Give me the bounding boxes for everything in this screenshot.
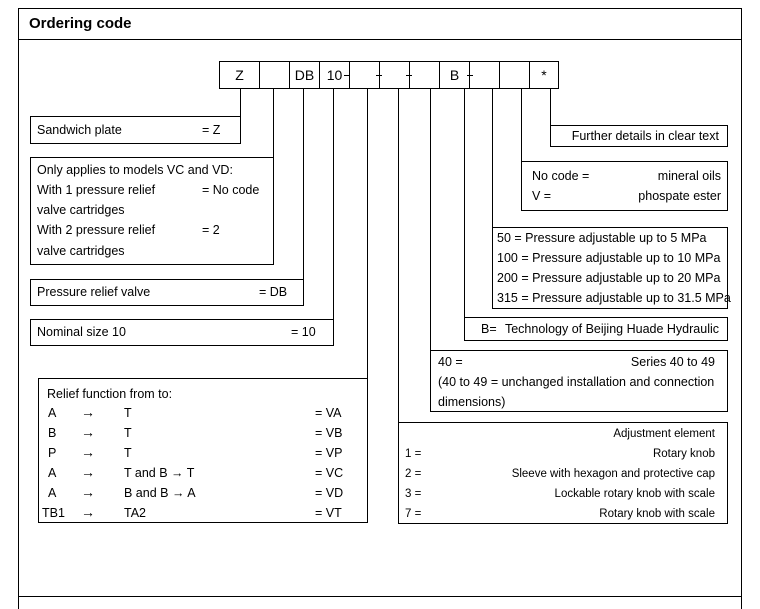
- prv-box: [30, 279, 304, 306]
- pressure-row: 50 = Pressure adjustable up to 5 MPa: [497, 231, 707, 245]
- relief-from: A: [48, 406, 57, 420]
- vcvd-line1-code: = No code: [202, 183, 260, 197]
- prv-code: = DB: [259, 285, 288, 299]
- pressure-box: [492, 227, 731, 309]
- relief-from: A: [48, 466, 57, 480]
- fluid-nocode-value: mineral oils: [657, 169, 721, 183]
- relief-from: P: [48, 446, 57, 460]
- arrow-icon: →: [81, 444, 95, 460]
- series-note1: (40 to 49 = unchanged installation and connection: [438, 375, 715, 389]
- pressure-row: 100 = Pressure adjustable up to 10 MPa: [497, 251, 721, 265]
- relief-code: = VD: [315, 486, 344, 500]
- technology-box: [464, 317, 728, 341]
- fluid-v-value: phospate ester: [638, 189, 721, 203]
- arrow-icon: →: [81, 404, 95, 420]
- technology-label: B=: [481, 322, 497, 336]
- adjustment-text: Rotary knob: [652, 448, 715, 460]
- relief-code: = VP: [315, 446, 343, 460]
- code-cell-4: 10: [319, 61, 350, 89]
- separator-dash: [467, 75, 473, 76]
- series-note2: dimensions): [438, 395, 506, 409]
- arrow-icon: →: [81, 484, 95, 500]
- relief-code: = VC: [315, 466, 344, 480]
- code-cell-3: DB: [289, 61, 320, 89]
- arrow-icon: →: [81, 424, 95, 440]
- nominal-size-box: [30, 319, 334, 346]
- relief-to: T: [124, 446, 132, 460]
- series-box: [430, 350, 728, 412]
- sandwich-plate-code: = Z: [202, 123, 221, 137]
- title-divider: [18, 39, 741, 40]
- vcvd-line2-code: = 2: [202, 223, 220, 237]
- vcvd-line2b: valve cartridges: [37, 244, 125, 258]
- adjustment-text: Sleeve with hexagon and protective cap: [511, 468, 715, 480]
- relief-code: = VB: [315, 426, 343, 440]
- vcvd-line1b: valve cartridges: [37, 203, 125, 217]
- relief-heading: Relief function from to:: [47, 387, 173, 401]
- vcvd-line2: With 2 pressure relief: [37, 223, 156, 237]
- series-label: 40 =: [438, 355, 463, 369]
- adjustment-heading: Adjustment element: [613, 428, 715, 440]
- separator-dash: [376, 75, 382, 76]
- further-details-box: [550, 125, 728, 147]
- relief-from: A: [48, 486, 57, 500]
- nominal-size-code: = 10: [291, 325, 316, 339]
- code-cell-7: [409, 61, 440, 89]
- code-cell-1: Z: [219, 61, 260, 89]
- vcvd-line1: With 1 pressure relief: [37, 183, 156, 197]
- adjustment-text: Lockable rotary knob with scale: [554, 488, 715, 500]
- arrow-icon: →: [81, 464, 95, 480]
- arrow-icon: →: [81, 504, 95, 520]
- adjustment-code: 7 =: [405, 508, 422, 520]
- sandwich-plate-box: [30, 116, 241, 144]
- relief-to: B and B → A: [124, 486, 196, 500]
- pressure-row: 315 = Pressure adjustable up to 31.5 MPa: [497, 291, 731, 305]
- page-title: Ordering code: [29, 15, 132, 32]
- relief-to: TA2: [124, 506, 146, 520]
- code-cell-11: *: [529, 61, 559, 89]
- relief-to: T: [124, 406, 132, 420]
- separator-dash: [406, 75, 412, 76]
- nominal-size-label: Nominal size 10: [37, 325, 126, 339]
- relief-from: B: [48, 426, 57, 440]
- bottom-divider: [18, 596, 741, 597]
- technology-value: Technology of Beijing Huade Hydraulic: [504, 322, 719, 336]
- prv-label: Pressure relief valve: [37, 285, 151, 299]
- further-details-label: Further details in clear text: [571, 129, 719, 143]
- adjustment-box: [398, 422, 728, 524]
- relief-to: T: [124, 426, 132, 440]
- code-cell-8: B: [439, 61, 470, 89]
- adjustment-text: Rotary knob with scale: [599, 508, 715, 520]
- adjustment-code: 1 =: [405, 448, 422, 460]
- relief-code: = VA: [315, 406, 342, 420]
- fluid-box: [521, 161, 728, 211]
- fluid-nocode-label: No code =: [532, 169, 590, 183]
- code-cell-9: [469, 61, 500, 89]
- relief-to: T and B → T: [124, 466, 195, 480]
- pressure-row: 200 = Pressure adjustable up to 20 MPa: [497, 271, 721, 285]
- vcvd-box: [30, 157, 274, 265]
- adjustment-code: 2 =: [405, 468, 422, 480]
- sandwich-plate-label: Sandwich plate: [37, 123, 122, 137]
- fluid-v-label: V =: [532, 189, 552, 203]
- relief-code: = VT: [315, 506, 342, 520]
- code-cell-10: [499, 61, 530, 89]
- code-cell-2: [259, 61, 290, 89]
- series-value: Series 40 to 49: [630, 355, 715, 369]
- separator-dash: [344, 75, 350, 76]
- vcvd-heading: Only applies to models VC and VD:: [37, 163, 233, 177]
- relief-from: TB1: [42, 506, 65, 520]
- adjustment-code: 3 =: [405, 488, 422, 500]
